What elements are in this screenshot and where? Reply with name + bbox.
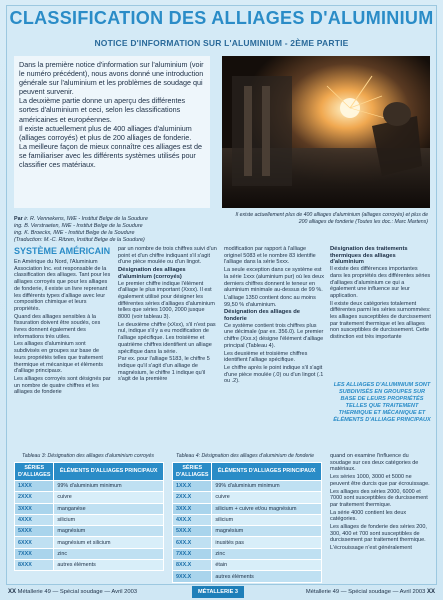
table-row <box>15 503 164 514</box>
page-number: XX <box>426 589 435 595</box>
welding-photo <box>222 56 430 208</box>
table-row <box>15 492 164 503</box>
series-cell: 1XXX <box>15 481 54 492</box>
footer-text: Métallerie 49 — Spécial soudage — Avril 2003 <box>305 589 426 595</box>
table-row <box>15 481 164 492</box>
subheading: Désignation des alliages de fonderie <box>224 309 301 323</box>
intro-text <box>19 60 205 169</box>
elements-cell: autres éléments <box>54 560 164 571</box>
elements-cell: magnésium <box>212 526 322 537</box>
table-row <box>173 492 322 503</box>
column-1 <box>14 259 112 397</box>
table-row <box>15 548 164 559</box>
series-cell: 8XXX <box>15 560 54 571</box>
photo-illustration <box>222 56 430 208</box>
body-paragraph: En Amérique du Nord, l'Aluminium Association Inc. est responsable de la classification des alliages. Tant pour les alliages corroyés que pour les alliages de fonderie, il existe un livre reprenant les différents types d'alliage avec leur composition chimique et leurs propriétés. <box>14 259 111 312</box>
intro-paragraph: Dans la première notice d'information sur l'aluminium (voir le numéro précédent), nous avons donné une introduction générale sur l'aluminium et les problèmes de soudage qui peuvent survenir. <box>19 60 204 97</box>
table-row <box>15 560 164 571</box>
series-cell: 6XX.X <box>173 537 212 548</box>
series-cell: 9XX.X <box>173 571 212 582</box>
elements-cell: magnésium <box>54 526 164 537</box>
elements-cell: silicium <box>54 514 164 525</box>
body-paragraph: Les alliages des séries 2000, 6000 et 7000 sont susceptibles de durcissement par traitement thermique. <box>330 488 428 508</box>
photo-caption: Il existe actuellement plus de 400 alliages d'aluminium (alliages corroyés) et plus de 200 alliages de fonderie (Toutes les doc.: Marc Martens) <box>235 212 428 225</box>
elements-cell: 99% d'aluminium minimum <box>54 481 164 492</box>
body-paragraph: Le chiffre après le point indique s'il s'agit d'une pièce moulée (.0) ou d'un lingot (.1 ou .2). <box>224 364 324 385</box>
column-3 <box>224 246 324 386</box>
footer-text: Métallerie 49 — Spécial soudage — Avril 2003 <box>17 589 138 595</box>
series-cell: 4XXX <box>15 514 54 525</box>
elements-cell: manganèse <box>54 503 164 514</box>
series-cell: 5XX.X <box>173 526 212 537</box>
body-paragraph: L'alliage 1350 contient donc au moins 99,50 % d'aluminium. <box>224 294 316 308</box>
series-cell: 8XX.X <box>173 560 212 571</box>
elements-cell: 99% d'aluminium minimum <box>212 481 322 492</box>
table-header: ÉLÉMENTS D'ALLIAGES PRINCIPAUX <box>212 463 322 481</box>
table-row <box>173 526 322 537</box>
body-paragraph: Les alliages d'aluminium sont subdivisés en groupes sur base de leurs propriétés telles que traitement thermique et mécanique et éléments d'alliage principaux. <box>14 341 103 375</box>
table-row <box>15 526 164 537</box>
body-paragraph: quand on examine l'influence du soudage sur ces deux catégories de matériaux. <box>330 453 419 473</box>
body-paragraph: Les alliages corroyés sont désignés par un nombre de quatre chiffres et les alliages de fonderie <box>14 375 111 396</box>
table-row <box>173 571 322 582</box>
elements-cell: cuivre <box>54 492 164 503</box>
author: ing. B. Verstraeten, IWE - Institut Belge de la Soudure <box>14 223 143 229</box>
intro-paragraph: La deuxième partie donne un aperçu des différentes sortes d'aluminium et ceci, selon les classifications américaines et européennes. <box>19 96 186 124</box>
series-cell: 7XX.X <box>173 548 212 559</box>
elements-cell: autres éléments <box>212 571 322 582</box>
body-paragraph: L'écrouissage n'est généralement <box>330 545 412 552</box>
magazine-badge: MÉTALLERIE 3 <box>192 586 244 598</box>
column-5 <box>330 453 431 553</box>
elements-cell: zinc <box>54 548 164 559</box>
series-cell: 2XXX <box>15 492 54 503</box>
table-row <box>173 537 322 548</box>
footer-left <box>8 589 137 595</box>
series-cell: 5XXX <box>15 526 54 537</box>
body-paragraph: Par ex. pour l'alliage 5183, le chiffre 5 indique qu'il s'agit d'un alliage de magnésium, le chiffre 1 indique qu'il s'agit de la première <box>118 356 210 383</box>
body-paragraph: Les séries 1000, 3000 et 5000 ne peuvent être durcis que par écrouissage. <box>330 474 430 487</box>
table-3-title: Tableau 3: Désignation des alliages d'aluminium corroyés <box>22 453 155 459</box>
intro-paragraph: La meilleure façon de mieux connaître ces alliages est de se familiariser avec les différents systèmes utilisés pour classifier ces matériaux. <box>19 141 202 170</box>
pull-quote: LES ALLIAGES D'ALUMINIUM SONT SUBDIVISÉS EN GROUPES SUR BASE DE LEURS PROPRIÉTÉS TELLES QUE TRAITEMENT THERMIQUE ET MÉCANIQUE ET ÉLÉMENTS D'ALLIAGE PRINCIPAUX <box>333 382 431 423</box>
translator: (Traduction: M.-C. Ritzen, Institut Belge de la Soudure) <box>14 237 145 243</box>
elements-cell: silicium + cuivre et/ou magnésium <box>212 503 322 514</box>
body-paragraph: La série 4000 contient les deux catégories. <box>330 509 407 523</box>
page-number: XX <box>8 589 17 595</box>
subheading: Désignation des alliages d'aluminium (corroyés) <box>118 267 186 280</box>
body-paragraph: Ce système contient trois chiffres plus une décimale (par ex. 356.0). Le premier chiffre (Xxx.x) désigne l'élément d'alliage principal (Tableau 4). <box>224 322 324 349</box>
subheading: Désignation des traitements thermiques des alliages d'aluminium <box>330 246 408 266</box>
table-4 <box>172 462 322 583</box>
body-paragraph: Les alliages de fonderie des séries 200, 300, 400 et 700 sont susceptibles de durcissement par traitement thermique. <box>330 524 427 544</box>
elements-cell: étain <box>212 560 322 571</box>
elements-cell: magnésium et silicium <box>54 537 164 548</box>
series-cell: 3XXX <box>15 503 54 514</box>
body-paragraph: par un nombre de trois chiffres suivi d'un point et d'un chiffre indiquant s'il s'agit d'une pièce moulée ou d'un lingot. <box>118 246 217 266</box>
elements-cell: cuivre <box>212 492 322 503</box>
authors-prefix: Par <box>14 216 23 222</box>
column-2 <box>118 246 218 384</box>
table-3 <box>14 462 164 571</box>
column-4 <box>330 246 431 342</box>
table-header: ÉLÉMENTS D'ALLIAGES PRINCIPAUX <box>54 463 164 481</box>
table-row <box>173 514 322 525</box>
table-4-title: Tableau 4: Désignation des alliages d'aluminium de fonderie <box>176 453 315 459</box>
author: ir. R. Vennekens, IWE - Institut Belge de la Soudure <box>24 216 148 222</box>
body-paragraph: Quand des alliages sensibles à la fissuration doivent être soudés, ces livres donnent également des informations très utiles. <box>14 313 101 340</box>
footer-right <box>306 589 435 595</box>
body-paragraph: Il existe des différences importantes dans les propriétés des différentes séries d'alliages d'aluminium ce qui a également une influence sur leur application. <box>330 266 431 299</box>
table-row <box>173 503 322 514</box>
body-paragraph: Le premier chiffre indique l'élément d'alliage le plus important (Xxxx). Il est également utilisé pour désigner les différentes séries d'alliages d'aluminium telles que séries 1000, 2000 jusque 8000 (voir tableau 3). <box>118 280 215 321</box>
series-cell: 7XXX <box>15 548 54 559</box>
intro-box <box>14 56 210 208</box>
intro-paragraph: Il existe actuellement plus de 400 alliages d'aluminium (alliages corroyés) et plus de 200 alliages de fonderie. <box>19 123 192 142</box>
body-paragraph: Il existe deux catégories totalement différentes parmi les séries surnommées: les alliages susceptibles de durcissement par traitement thermique et les alliages non susceptibles de durcissement. Cette distinction est très importante <box>330 300 431 341</box>
series-cell: 6XXX <box>15 537 54 548</box>
table-row <box>173 560 322 571</box>
series-cell: 3XX.X <box>173 503 212 514</box>
table-header: SÉRIES D'ALLIAGES <box>15 463 54 481</box>
table-row <box>15 537 164 548</box>
body-paragraph: Les deuxième et troisième chiffres identifient l'alliage spécifique. <box>224 350 308 364</box>
page-footer <box>0 586 443 600</box>
elements-cell: zinc <box>212 548 322 559</box>
body-paragraph: Le deuxième chiffre (xXxx), s'il n'est pas nul, indique s'il y a eu modification de l'alliage spécifique. Les troisième et quatrième chiffres identifient un alliage spécifique dans la série. <box>118 321 216 355</box>
article-subtitle: NOTICE D'INFORMATION SUR L'ALUMINIUM - 2ÈME PARTIE <box>94 38 349 48</box>
article-title: CLASSIFICATION DES ALLIAGES D'ALUMINIUM <box>9 8 434 28</box>
authors <box>14 216 214 244</box>
table-row <box>173 481 322 492</box>
elements-cell: silicium <box>212 514 322 525</box>
author: ing. K. Broeckx, IWE - Institut Belge de la Soudure <box>14 230 135 236</box>
table-row <box>173 548 322 559</box>
series-cell: 4XX.X <box>173 514 212 525</box>
table-row <box>15 514 164 525</box>
body-paragraph: modification par rapport à l'alliage originel 5083 et le nombre 83 identifie l'alliage dans la série 5xxx. <box>224 246 316 266</box>
section-title: SYSTÈME AMÉRICAIN <box>14 246 111 256</box>
series-cell: 2XX.X <box>173 492 212 503</box>
body-paragraph: La seule exception dans ce système est la série 1xxx (aluminium pur) où les deux derniers chiffres donnent le teneur en aluminium minimale au-dessus de 99 %. <box>224 267 324 294</box>
table-header: SÉRIES D'ALLIAGES <box>173 463 212 481</box>
elements-cell: inusités pas <box>212 537 322 548</box>
series-cell: 1XX.X <box>173 481 212 492</box>
